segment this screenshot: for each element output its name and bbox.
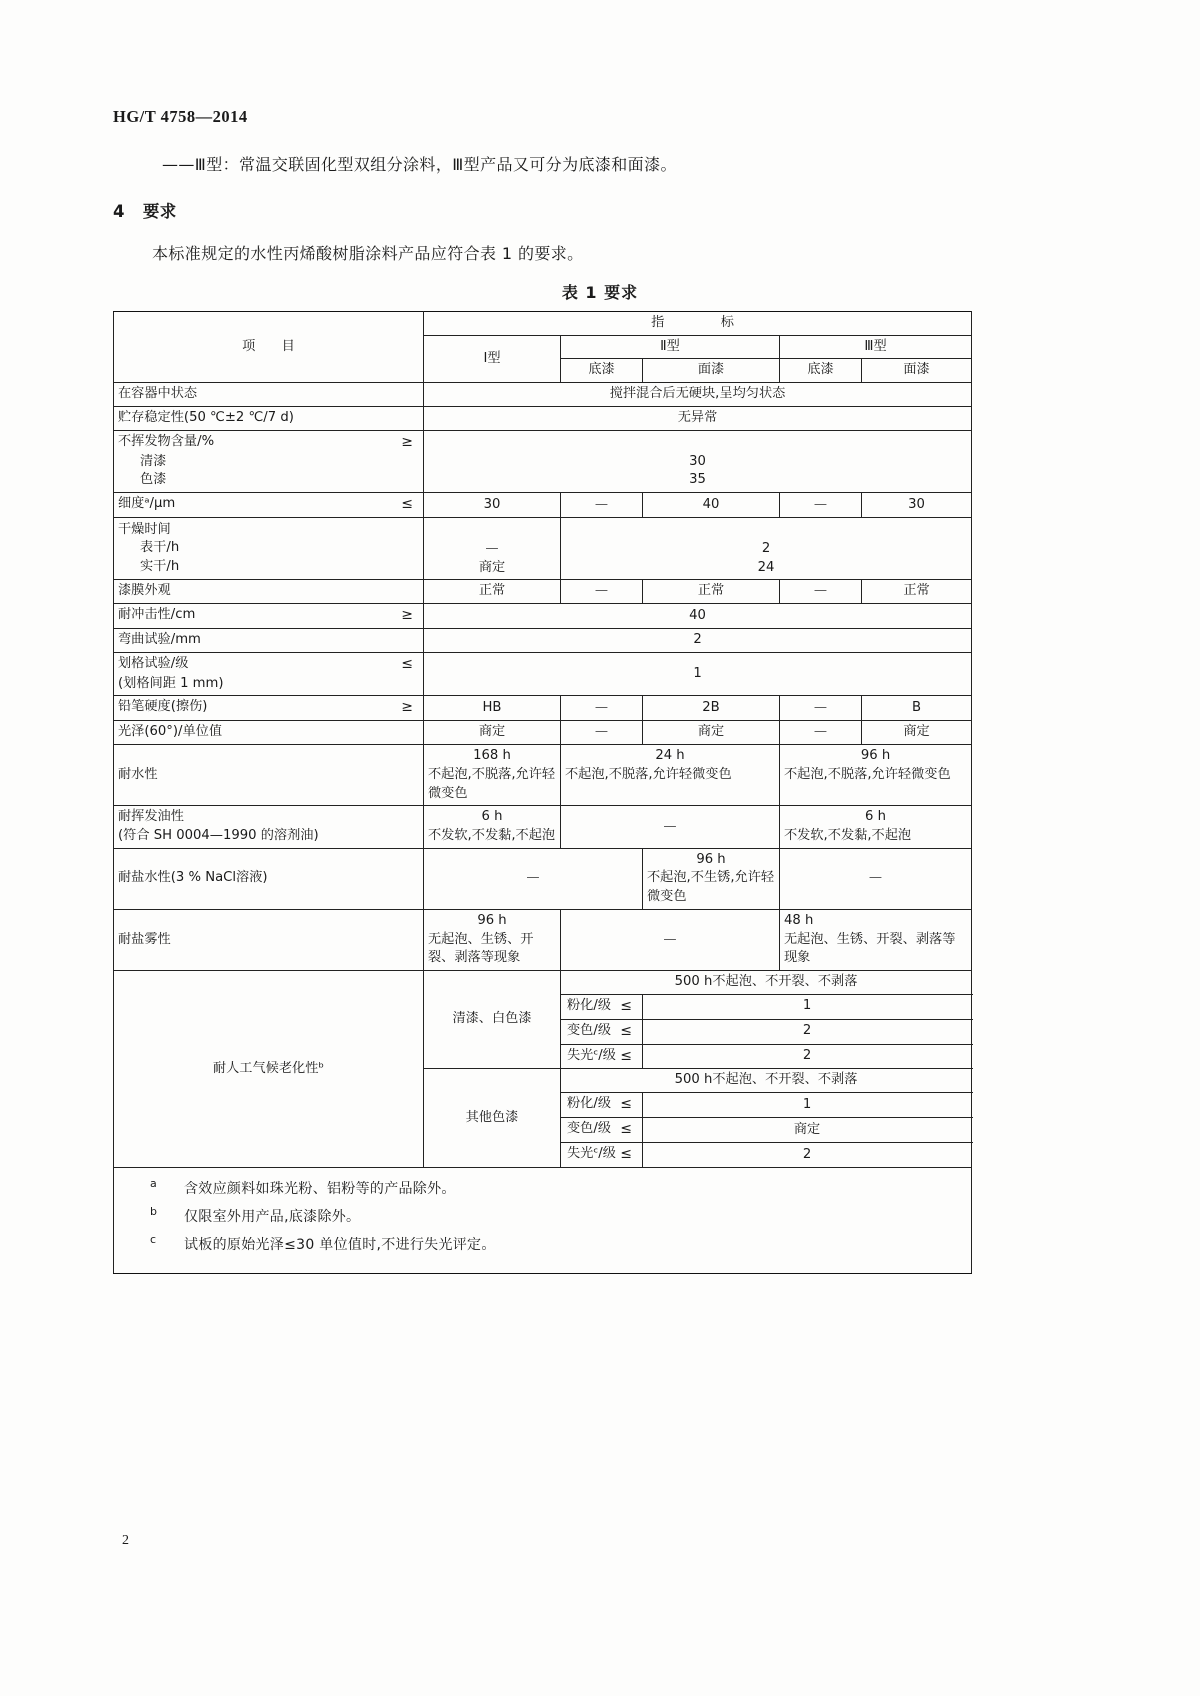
value-surface-dry-type1: — — [485, 541, 499, 557]
weathering-g1-discolor-value: 2 — [643, 1019, 972, 1044]
header-type3-primer: 底漆 — [780, 359, 862, 383]
value-salt-spray-type3-time: 48 h — [784, 912, 814, 928]
value-water-type1-desc: 不起泡,不脱落,允许轻微变色 — [428, 766, 556, 801]
value-water-type2-time: 24 h — [655, 748, 685, 764]
value-solvent-type1-time: 6 h — [481, 809, 503, 825]
footnote-b-mark: b — [150, 1204, 158, 1218]
row-label-drying-time — [114, 518, 424, 580]
row-value-container-state: 搅拌混合后无硬块,呈均匀状态 — [424, 383, 972, 407]
value-film-appearance-type3-primer: — — [780, 580, 862, 604]
header-indicator: 指 标 — [424, 312, 972, 336]
row-label-solvent-resistance — [114, 806, 424, 848]
footnote-b-text: 仅限室外用产品,底漆除外。 — [184, 1208, 361, 1225]
value-water-type1-time: 168 h — [473, 748, 511, 764]
header-type1: Ⅰ型 — [424, 335, 561, 382]
value-hard-dry-rest: 24 — [757, 559, 775, 575]
value-pencil-hardness-type2-primer: — — [561, 696, 643, 721]
row-value-nonvolatile — [424, 430, 972, 492]
footnote-c-mark: c — [150, 1232, 157, 1246]
weathering-group-other-colors: 其他色漆 — [424, 1069, 561, 1167]
value-salt-spray-type3-desc: 无起泡、生锈、开裂、剥落等现象 — [784, 931, 956, 966]
row-label-salt-spray-resistance: 耐盐雾性 — [114, 909, 424, 970]
row-sublabel-nonvolatile-pigmented: 色漆 — [140, 472, 167, 488]
value-pencil-hardness-type2-topcoat: 2B — [643, 696, 780, 721]
weathering-g1-discolor-text: 变色/级 — [567, 1022, 612, 1038]
table-row-film-appearance — [114, 580, 972, 604]
value-gloss-type3-primer: — — [780, 721, 862, 745]
footnote-c-text: 试板的原始光泽≤30 单位值时,不进行失光评定。 — [184, 1236, 496, 1253]
footnote-c — [150, 1232, 971, 1256]
row-label-bending: 弯曲试验/mm — [114, 629, 424, 653]
value-salt-spray-type1 — [424, 909, 561, 970]
row-label-fineness-text: 细度ᵃ/μm — [118, 496, 176, 512]
row-sign-impact: ≥ — [401, 607, 413, 624]
value-solvent-type3 — [780, 806, 972, 848]
value-impact-resistance: 40 — [424, 604, 972, 629]
value-fineness-type2-primer: — — [561, 493, 643, 518]
weathering-g2-glossloss-value: 2 — [643, 1142, 972, 1167]
weathering-g2-discolor-sign: ≤ — [620, 1121, 632, 1138]
row-label-fineness — [114, 493, 424, 518]
row-label-film-appearance: 漆膜外观 — [114, 580, 424, 604]
value-solvent-type1 — [424, 806, 561, 848]
weathering-g1-chalking-label — [561, 994, 643, 1019]
requirements-table — [113, 311, 972, 1274]
weathering-g1-glossloss-text: 失光ᶜ/级 — [567, 1047, 616, 1063]
row-label-solvent-resistance-note: (符合 SH 0004—1990 的溶剂油) — [118, 827, 319, 843]
table-row-impact-resistance — [114, 604, 972, 629]
value-salt-water-type1: — — [424, 848, 643, 909]
row-label-pencil-hardness — [114, 696, 424, 721]
footnote-a — [150, 1176, 971, 1200]
row-sublabel-surface-dry: 表干/h — [140, 540, 180, 556]
value-fineness-type3-topcoat: 30 — [862, 493, 972, 518]
table-footnotes — [114, 1167, 972, 1274]
value-film-appearance-type2-topcoat: 正常 — [643, 580, 780, 604]
header-type2-topcoat: 面漆 — [643, 359, 780, 383]
value-surface-dry-rest: 2 — [761, 541, 771, 557]
row-label-drying-time-text: 干燥时间 — [118, 521, 171, 537]
table-caption: 表 1 要求 — [561, 283, 639, 302]
weathering-g1-glossloss-label — [561, 1044, 643, 1069]
row-label-pencil-hardness-text: 铅笔硬度(擦伤) — [118, 699, 208, 715]
clause-paragraph: 本标准规定的水性丙烯酸树脂涂料产品应符合表 1 的要求。 — [152, 244, 584, 263]
row-label-water-resistance: 耐水性 — [114, 745, 424, 806]
row-label-nonvolatile — [114, 430, 424, 492]
value-bending: 2 — [424, 629, 972, 653]
table-row-container-state — [114, 383, 972, 407]
table-row-bending — [114, 629, 972, 653]
page-number: 2 — [122, 1533, 129, 1548]
table-header-row-1 — [114, 312, 972, 336]
row-label-adhesion-text: 划格试验/级 — [118, 655, 189, 671]
value-fineness-type2-topcoat: 40 — [643, 493, 780, 518]
row-label-adhesion — [114, 652, 424, 696]
header-type3: Ⅲ型 — [780, 335, 972, 359]
header-item: 项 目 — [114, 312, 424, 383]
weathering-g2-glossloss-sign: ≤ — [620, 1145, 632, 1162]
row-label-weathering: 耐人工气候老化性ᵇ — [114, 971, 424, 1168]
weathering-g2-glossloss-label — [561, 1142, 643, 1167]
table-row-drying-time — [114, 518, 972, 580]
row-label-gloss: 光泽(60°)/单位值 — [114, 721, 424, 745]
table-row-storage-stability — [114, 406, 972, 430]
value-film-appearance-type2-primer: — — [561, 580, 643, 604]
weathering-g1-overall: 500 h不起泡、不开裂、不剥落 — [561, 971, 972, 995]
table-row-nonvolatile — [114, 430, 972, 492]
clause-title: 要求 — [142, 202, 177, 221]
row-label-container-state: 在容器中状态 — [114, 383, 424, 407]
value-salt-water-type3: — — [780, 848, 972, 909]
weathering-g2-chalking-sign: ≤ — [620, 1096, 632, 1113]
weathering-g1-chalking-text: 粉化/级 — [567, 997, 612, 1013]
value-water-type3-desc: 不起泡,不脱落,允许轻微变色 — [784, 766, 951, 782]
weathering-g2-chalking-label — [561, 1093, 643, 1118]
value-fineness-type1: 30 — [424, 493, 561, 518]
value-gloss-type2-topcoat: 商定 — [643, 721, 780, 745]
value-nonvolatile-clear: 30 — [689, 453, 706, 469]
value-pencil-hardness-type3-topcoat: B — [862, 696, 972, 721]
row-sublabel-nonvolatile-clear: 清漆 — [140, 453, 167, 469]
weathering-group-clear-white: 清漆、白色漆 — [424, 971, 561, 1069]
value-nonvolatile-pigmented: 35 — [689, 472, 706, 488]
footnote-b — [150, 1204, 971, 1228]
value-water-resistance-type2 — [561, 745, 780, 806]
table-row-solvent-resistance — [114, 806, 972, 848]
row-sign-fineness: ≤ — [401, 496, 413, 513]
row-sign-nonvolatile: ≥ — [401, 433, 413, 450]
weathering-g2-glossloss-text: 失光ᶜ/级 — [567, 1145, 616, 1161]
value-adhesion: 1 — [424, 652, 972, 696]
weathering-g2-chalking-value: 1 — [643, 1093, 972, 1118]
table-row-adhesion — [114, 652, 972, 696]
header-type2: Ⅱ型 — [561, 335, 780, 359]
weathering-g1-glossloss-value: 2 — [643, 1044, 972, 1069]
row-label-impact-resistance — [114, 604, 424, 629]
row-label-salt-water-resistance: 耐盐水性(3 % NaCl溶液) — [114, 848, 424, 909]
value-solvent-type1-desc: 不发软,不发黏,不起泡 — [428, 827, 556, 843]
row-label-storage-stability: 贮存稳定性(50 ℃±2 ℃/7 d) — [114, 406, 424, 430]
table-row-salt-water-resistance — [114, 848, 972, 909]
standard-number: HG/T 4758—2014 — [113, 107, 248, 126]
value-drying-rest — [561, 518, 972, 580]
value-film-appearance-type3-topcoat: 正常 — [862, 580, 972, 604]
value-salt-spray-type1-time: 96 h — [477, 912, 507, 928]
weathering-g2-discolor-value: 商定 — [643, 1118, 972, 1143]
weathering-g1-chalking-sign: ≤ — [620, 997, 632, 1014]
table-row-weathering-g1-header — [114, 971, 972, 995]
footnote-a-text: 含效应颜料如珠光粉、铝粉等的产品除外。 — [184, 1180, 456, 1197]
row-sign-adhesion: ≤ — [401, 655, 413, 672]
value-salt-spray-type1-desc: 无起泡、生锈、开裂、剥落等现象 — [428, 931, 534, 966]
weathering-g2-overall: 500 h不起泡、不开裂、不剥落 — [561, 1069, 972, 1093]
value-solvent-type3-desc: 不发软,不发黏,不起泡 — [784, 827, 912, 843]
table-footnotes-row — [114, 1167, 972, 1274]
weathering-g2-discolor-label — [561, 1118, 643, 1143]
value-film-appearance-type1: 正常 — [424, 580, 561, 604]
weathering-g1-glossloss-sign: ≤ — [620, 1047, 632, 1064]
value-salt-spray-type3 — [780, 909, 972, 970]
value-salt-spray-type2: — — [561, 909, 780, 970]
value-hard-dry-type1: 商定 — [478, 559, 506, 575]
value-solvent-type2: — — [561, 806, 780, 848]
value-pencil-hardness-type1: HB — [424, 696, 561, 721]
row-value-storage-stability: 无异常 — [424, 406, 972, 430]
weathering-g1-discolor-sign: ≤ — [620, 1022, 632, 1039]
value-gloss-type2-primer: — — [561, 721, 643, 745]
value-water-type2-desc: 不起泡,不脱落,允许轻微变色 — [565, 766, 732, 782]
table-row-fineness — [114, 493, 972, 518]
table-row-salt-spray-resistance — [114, 909, 972, 970]
row-label-nonvolatile-text: 不挥发物含量/% — [118, 433, 215, 449]
value-salt-water-type2-desc: 不起泡,不生锈,允许轻微变色 — [647, 870, 775, 905]
value-water-resistance-type1 — [424, 745, 561, 806]
value-pencil-hardness-type3-primer: — — [780, 696, 862, 721]
weathering-g2-discolor-text: 变色/级 — [567, 1121, 612, 1137]
value-water-resistance-type3 — [780, 745, 972, 806]
table-row-gloss — [114, 721, 972, 745]
weathering-g1-discolor-label — [561, 1019, 643, 1044]
value-gloss-type1: 商定 — [424, 721, 561, 745]
header-type3-topcoat: 面漆 — [862, 359, 972, 383]
value-solvent-type3-time: 6 h — [865, 809, 886, 825]
table-row-water-resistance — [114, 745, 972, 806]
row-label-adhesion-note: (划格间距 1 mm) — [118, 675, 224, 691]
row-sublabel-hard-dry: 实干/h — [140, 559, 180, 575]
row-label-solvent-resistance-text: 耐挥发油性 — [118, 809, 184, 825]
paragraph-type3-definition: ——Ⅲ型：常温交联固化型双组分涂料，Ⅲ型产品又可分为底漆和面漆。 — [162, 155, 677, 174]
weathering-g1-chalking-value: 1 — [643, 994, 972, 1019]
value-drying-type1 — [424, 518, 561, 580]
footnote-a-mark: a — [150, 1176, 158, 1190]
value-water-type3-time: 96 h — [860, 748, 891, 764]
clause-heading — [113, 198, 177, 222]
header-type2-primer: 底漆 — [561, 359, 643, 383]
table-row-pencil-hardness — [114, 696, 972, 721]
row-sign-pencil-hardness: ≥ — [401, 699, 413, 716]
value-gloss-type3-topcoat: 商定 — [862, 721, 972, 745]
value-fineness-type3-primer: — — [780, 493, 862, 518]
value-salt-water-type2-topcoat — [643, 848, 780, 909]
clause-number: 4 — [113, 202, 125, 221]
value-salt-water-type2-time: 96 h — [696, 851, 726, 867]
row-label-impact-resistance-text: 耐冲击性/cm — [118, 607, 196, 623]
weathering-g2-chalking-text: 粉化/级 — [567, 1096, 612, 1112]
